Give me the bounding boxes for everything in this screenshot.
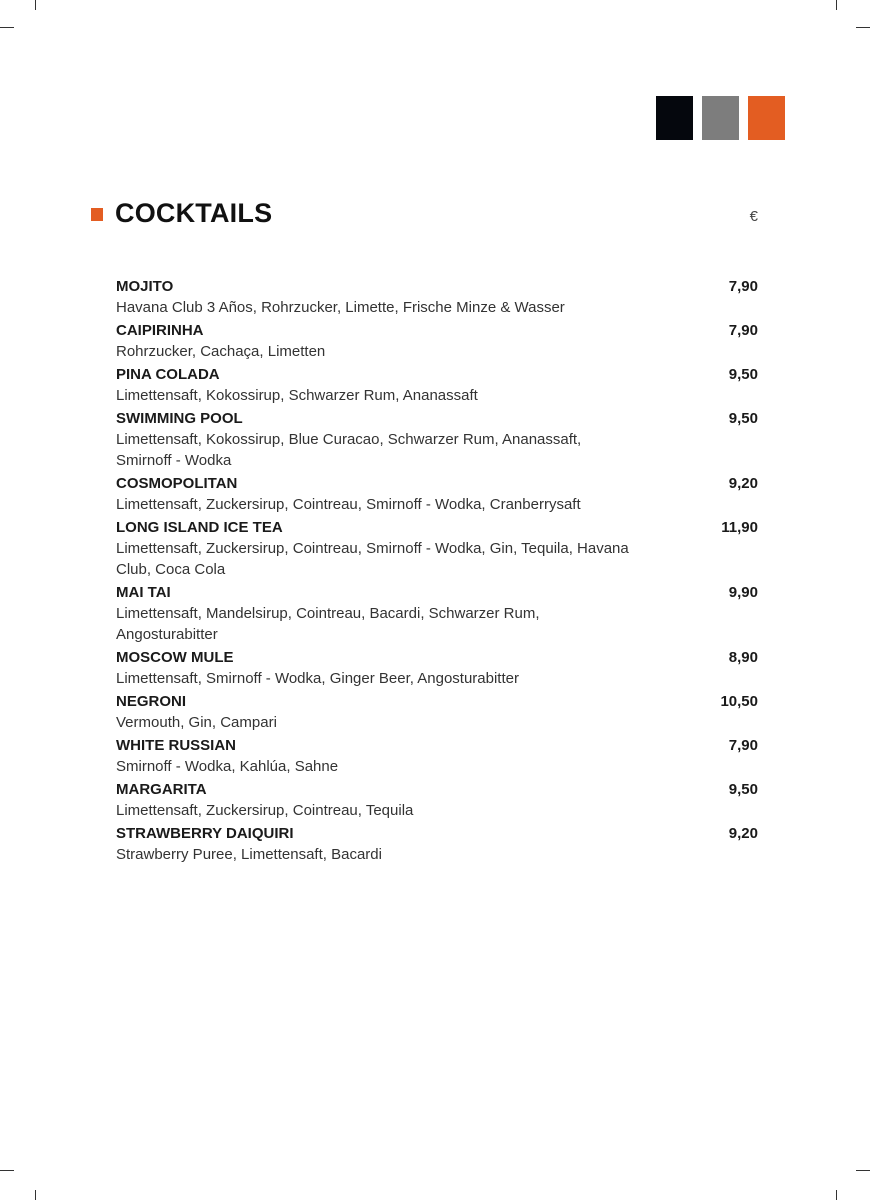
list-item bbox=[116, 518, 758, 580]
list-item bbox=[116, 583, 758, 645]
swatch-gray bbox=[702, 96, 739, 140]
list-item bbox=[116, 277, 758, 318]
crop-mark bbox=[35, 0, 36, 10]
list-item bbox=[116, 824, 758, 865]
item-description: Vermouth, Gin, Campari bbox=[116, 714, 277, 731]
item-price: 9,20 bbox=[728, 475, 758, 492]
list-item bbox=[116, 780, 758, 821]
item-price: 10,50 bbox=[720, 693, 758, 710]
item-description: Smirnoff - Wodka, Kahlúa, Sahne bbox=[116, 758, 339, 775]
item-price: 11,90 bbox=[721, 519, 758, 536]
item-price: 9,50 bbox=[728, 410, 758, 427]
cocktail-list bbox=[116, 277, 758, 868]
item-description: Limettensaft, Kokossirup, Blue Curacao, Schwarzer Rum, Ananassaft, Smirnoff - Wodka bbox=[116, 431, 582, 469]
swatch-dark bbox=[656, 96, 693, 140]
item-name: STRAWBERRY DAIQUIRI bbox=[116, 825, 294, 842]
item-price: 9,20 bbox=[728, 825, 758, 842]
item-description: Havana Club 3 Años, Rohrzucker, Limette, Frische Minze & Wasser bbox=[116, 299, 565, 316]
crop-mark bbox=[856, 1170, 870, 1171]
item-price: 8,90 bbox=[728, 649, 758, 666]
item-description: Limettensaft, Zuckersirup, Cointreau, Smirnoff - Wodka, Cranberrysaft bbox=[116, 496, 581, 513]
item-price: 7,90 bbox=[728, 322, 758, 339]
list-item bbox=[116, 648, 758, 689]
crop-mark bbox=[35, 1190, 36, 1200]
crop-mark bbox=[836, 0, 837, 10]
item-price: 9,50 bbox=[728, 781, 758, 798]
item-description: Limettensaft, Kokossirup, Schwarzer Rum, Ananassaft bbox=[116, 387, 478, 404]
square-marker-icon bbox=[91, 208, 103, 221]
item-price: 7,90 bbox=[728, 278, 758, 295]
item-name: COSMOPOLITAN bbox=[116, 475, 238, 492]
item-description: Limettensaft, Mandelsirup, Cointreau, Bacardi, Schwarzer Rum, Angosturabitter bbox=[116, 605, 540, 643]
item-name: SWIMMING POOL bbox=[116, 410, 243, 427]
item-name: MARGARITA bbox=[116, 781, 207, 798]
swatch-orange bbox=[748, 96, 785, 140]
item-price: 9,90 bbox=[728, 584, 758, 601]
item-price: 9,50 bbox=[728, 366, 758, 383]
list-item bbox=[116, 409, 758, 471]
item-description: Rohrzucker, Cachaça, Limetten bbox=[116, 343, 326, 360]
item-description: Limettensaft, Smirnoff - Wodka, Ginger Beer, Angosturabitter bbox=[116, 670, 519, 687]
item-name: MAI TAI bbox=[116, 584, 171, 601]
item-name: CAIPIRINHA bbox=[116, 322, 204, 339]
item-name: PINA COLADA bbox=[116, 366, 220, 383]
item-name: MOJITO bbox=[116, 278, 174, 295]
section-header bbox=[90, 198, 758, 236]
crop-mark bbox=[836, 1190, 837, 1200]
list-item bbox=[116, 736, 758, 777]
crop-mark bbox=[856, 27, 870, 28]
currency-label: € bbox=[749, 208, 758, 225]
crop-mark bbox=[0, 1170, 14, 1171]
item-name: MOSCOW MULE bbox=[116, 649, 234, 666]
color-swatches bbox=[656, 96, 785, 140]
list-item bbox=[116, 365, 758, 406]
item-name: WHITE RUSSIAN bbox=[116, 737, 236, 754]
item-description: Strawberry Puree, Limettensaft, Bacardi bbox=[116, 846, 382, 863]
item-price: 7,90 bbox=[728, 737, 758, 754]
item-description: Limettensaft, Zuckersirup, Cointreau, Tequila bbox=[116, 802, 414, 819]
item-description: Limettensaft, Zuckersirup, Cointreau, Smirnoff - Wodka, Gin, Tequila, Havana Club, Coca Cola bbox=[116, 540, 629, 578]
list-item bbox=[116, 474, 758, 515]
item-name: LONG ISLAND ICE TEA bbox=[116, 519, 283, 536]
section-title: COCKTAILS bbox=[115, 198, 273, 228]
crop-mark bbox=[0, 27, 14, 28]
list-item bbox=[116, 321, 758, 362]
list-item bbox=[116, 692, 758, 733]
item-name: NEGRONI bbox=[116, 693, 187, 710]
